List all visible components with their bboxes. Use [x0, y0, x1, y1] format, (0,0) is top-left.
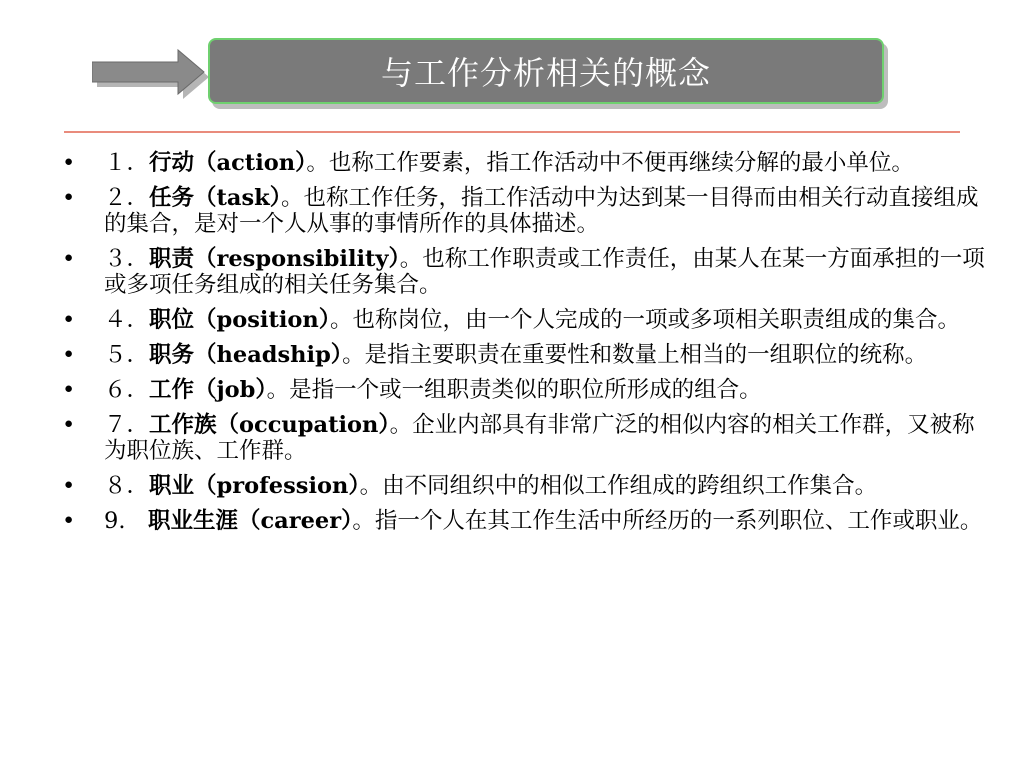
term: 工作族（occupation） [149, 412, 390, 438]
term: 职业生涯（career） [147, 508, 353, 534]
bullet-icon: • [62, 342, 76, 368]
bullet-icon: • [62, 150, 76, 176]
bullet-icon: • [62, 473, 76, 499]
definition: 。也称工作职责或工作责任，由某人在某一方面承担的一项或多项任务组成的相关任务集合。 [104, 246, 985, 298]
list-item: • 9. 职业生涯（career）。指一个人在其工作生活中所经历的一系列职位、工作或职业。 [62, 508, 983, 534]
list-item: • ２．任务（task）。也称工作任务，指工作活动中为达到某一目得而由相关行动直接组成的集合，是对一个人从事的事情所作的具体描述。 [62, 185, 979, 237]
definition: 。企业内部具有非常广泛的相似内容的相关工作群，又被称为职位族、工作群。 [104, 412, 975, 464]
definition: 。是指主要职责在重要性和数量上相当的一组职位的统称。 [342, 342, 928, 368]
list-item: • ６．工作（job）。是指一个或一组职责类似的职位所形成的组合。 [62, 377, 762, 403]
term: 职位（position） [149, 307, 331, 333]
term: 任务（task） [149, 185, 281, 211]
definition: 。是指一个或一组职责类似的职位所形成的组合。 [266, 377, 762, 403]
definition: 。也称工作要素，指工作活动中不便再继续分解的最小单位。 [306, 150, 914, 176]
bullet-icon: • [62, 185, 76, 211]
list-item: • ４．职位（position）。也称岗位，由一个人完成的一项或多项相关职责组成的集合。 [62, 307, 961, 333]
definition: 。由不同组织中的相似工作组成的跨组织工作集合。 [359, 473, 878, 499]
list-item: • ７．工作族（occupation）。企业内部具有非常广泛的相似内容的相关工作群，又被称为职位族、工作群。 [62, 412, 975, 464]
term: 工作（job） [149, 377, 267, 403]
divider [64, 131, 960, 133]
term: 职务（headship） [149, 342, 343, 368]
definition: 。也称岗位，由一个人完成的一项或多项相关职责组成的集合。 [330, 307, 961, 333]
list-item: • ５．职务（headship）。是指主要职责在重要性和数量上相当的一组职位的统称。 [62, 342, 928, 368]
list-item: • ３．职责（responsibility）。也称工作职责或工作责任，由某人在某一方面承担的一项或多项任务组成的相关任务集合。 [62, 246, 985, 298]
bullet-icon: • [62, 246, 76, 272]
bullet-icon: • [62, 377, 76, 403]
definition: 。指一个人在其工作生活中所经历的一系列职位、工作或职业。 [352, 508, 983, 534]
concept-list [62, 150, 992, 543]
term: 职责（responsibility） [149, 246, 400, 272]
title-banner [208, 38, 884, 104]
bullet-icon: • [62, 508, 76, 534]
bullet-icon: • [62, 412, 76, 438]
term: 行动（action） [149, 150, 307, 176]
definition: 。也称工作任务，指工作活动中为达到某一目得而由相关行动直接组成的集合，是对一个人从事的事情所作的具体描述。 [104, 185, 979, 237]
term: 职业（profession） [149, 473, 360, 499]
bullet-icon: • [62, 307, 76, 333]
list-item: • ８．职业（profession）。由不同组织中的相似工作组成的跨组织工作集合。 [62, 473, 878, 499]
list-item: • １．行动（action）。也称工作要素，指工作活动中不便再继续分解的最小单位。 [62, 150, 914, 176]
page-title: 与工作分析相关的概念 [380, 54, 711, 92]
right-arrow-icon [92, 48, 210, 100]
